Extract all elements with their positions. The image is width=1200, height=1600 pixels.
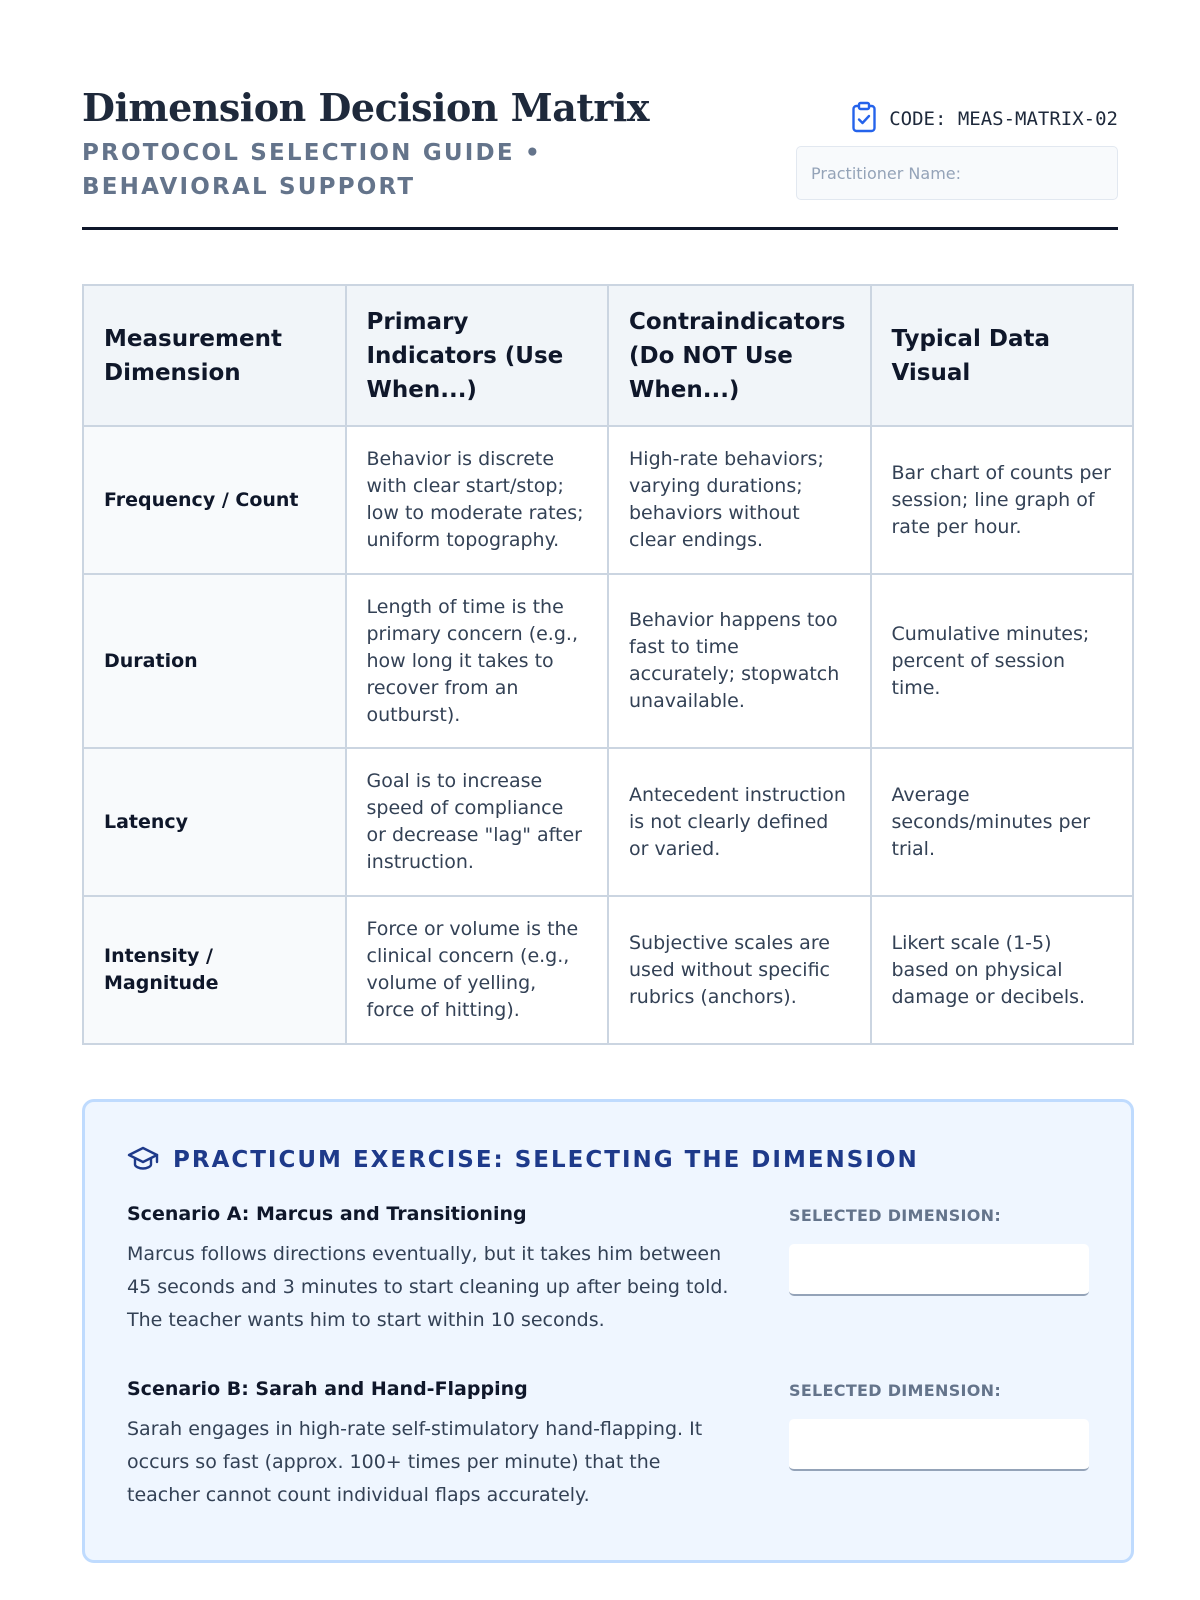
scenario-b-answer bbox=[789, 1375, 1089, 1512]
column-header-indicators: Primary Indicators (Use When...) bbox=[346, 285, 609, 426]
table-header-row bbox=[83, 285, 1133, 426]
scenario-b-text bbox=[127, 1375, 737, 1512]
decision-matrix-table bbox=[82, 284, 1134, 1045]
practitioner-name-input[interactable] bbox=[796, 146, 1118, 200]
visual-cell: Cumulative minutes; percent of session time. bbox=[871, 574, 1134, 748]
dimension-cell: Latency bbox=[83, 748, 346, 896]
scenario-a-answer bbox=[789, 1200, 1089, 1337]
column-header-dimension: Measurement Dimension bbox=[83, 285, 346, 426]
indicators-cell: Goal is to increase speed of compliance or decrease "lag" after instruction. bbox=[346, 748, 609, 896]
scenario-a-text bbox=[127, 1200, 737, 1337]
code-row bbox=[796, 102, 1118, 136]
indicators-cell: Length of time is the primary concern (e.g., how long it takes to recover from an outburst). bbox=[346, 574, 609, 748]
scenario-a-dimension-input[interactable] bbox=[789, 1244, 1089, 1296]
practicum-exercise-panel bbox=[82, 1099, 1134, 1563]
scenario-b-body: Sarah engages in high-rate self-stimulatory hand-flapping. It occurs so fast (approx. 100+ times per minute) that the teacher cannot count individual flaps accurately. bbox=[127, 1418, 703, 1506]
dimension-cell: Intensity / Magnitude bbox=[83, 896, 346, 1044]
dimension-cell: Frequency / Count bbox=[83, 426, 346, 574]
exercise-title: PRACTICUM EXERCISE: SELECTING THE DIMENSION bbox=[173, 1147, 919, 1173]
page-title: Dimension Decision Matrix bbox=[82, 85, 650, 130]
table-row bbox=[83, 574, 1133, 748]
contraindicators-cell: Antecedent instruction is not clearly defined or varied. bbox=[608, 748, 871, 896]
column-header-visual: Typical Data Visual bbox=[871, 285, 1134, 426]
page-header bbox=[82, 84, 1118, 230]
selected-dimension-label: SELECTED DIMENSION: bbox=[789, 1381, 1002, 1400]
contraindicators-cell: Subjective scales are used without specific rubrics (anchors). bbox=[608, 896, 871, 1044]
visual-cell: Average seconds/minutes per trial. bbox=[871, 748, 1134, 896]
visual-cell: Likert scale (1-5) based on physical damage or decibels. bbox=[871, 896, 1134, 1044]
scenario-a-body: Marcus follows directions eventually, but it takes him between 45 seconds and 3 minutes to start cleaning up after being told. The teacher wants him to start within 10 seconds. bbox=[127, 1243, 729, 1331]
contraindicators-cell: High-rate behaviors; varying durations; behaviors without clear endings. bbox=[608, 426, 871, 574]
scenario-b bbox=[127, 1375, 1089, 1512]
visual-cell: Bar chart of counts per session; line graph of rate per hour. bbox=[871, 426, 1134, 574]
contraindicators-cell: Behavior happens too fast to time accurately; stopwatch unavailable. bbox=[608, 574, 871, 748]
selected-dimension-label: SELECTED DIMENSION: bbox=[789, 1206, 1002, 1225]
clipboard-check-icon bbox=[851, 101, 877, 138]
table-row bbox=[83, 748, 1133, 896]
indicators-cell: Behavior is discrete with clear start/stop; low to moderate rates; uniform topography. bbox=[346, 426, 609, 574]
page-subtitle: PROTOCOL SELECTION GUIDE • BEHAVIORAL SUPPORT bbox=[82, 140, 542, 200]
dimension-cell: Duration bbox=[83, 574, 346, 748]
scenario-a-title: Scenario A: Marcus and Transitioning bbox=[127, 1203, 527, 1225]
table-row bbox=[83, 896, 1133, 1044]
indicators-cell: Force or volume is the clinical concern (e.g., volume of yelling, force of hitting). bbox=[346, 896, 609, 1044]
scenario-b-title: Scenario B: Sarah and Hand-Flapping bbox=[127, 1378, 528, 1400]
exercise-heading bbox=[127, 1142, 1089, 1178]
scenario-a bbox=[127, 1200, 1089, 1337]
header-meta bbox=[796, 102, 1118, 200]
table-row bbox=[83, 426, 1133, 574]
graduation-cap-icon bbox=[127, 1145, 159, 1176]
column-header-contraindicators: Contraindicators (Do NOT Use When...) bbox=[608, 285, 871, 426]
scenario-b-dimension-input[interactable] bbox=[789, 1419, 1089, 1471]
document-code: CODE: MEAS-MATRIX-02 bbox=[889, 108, 1118, 130]
